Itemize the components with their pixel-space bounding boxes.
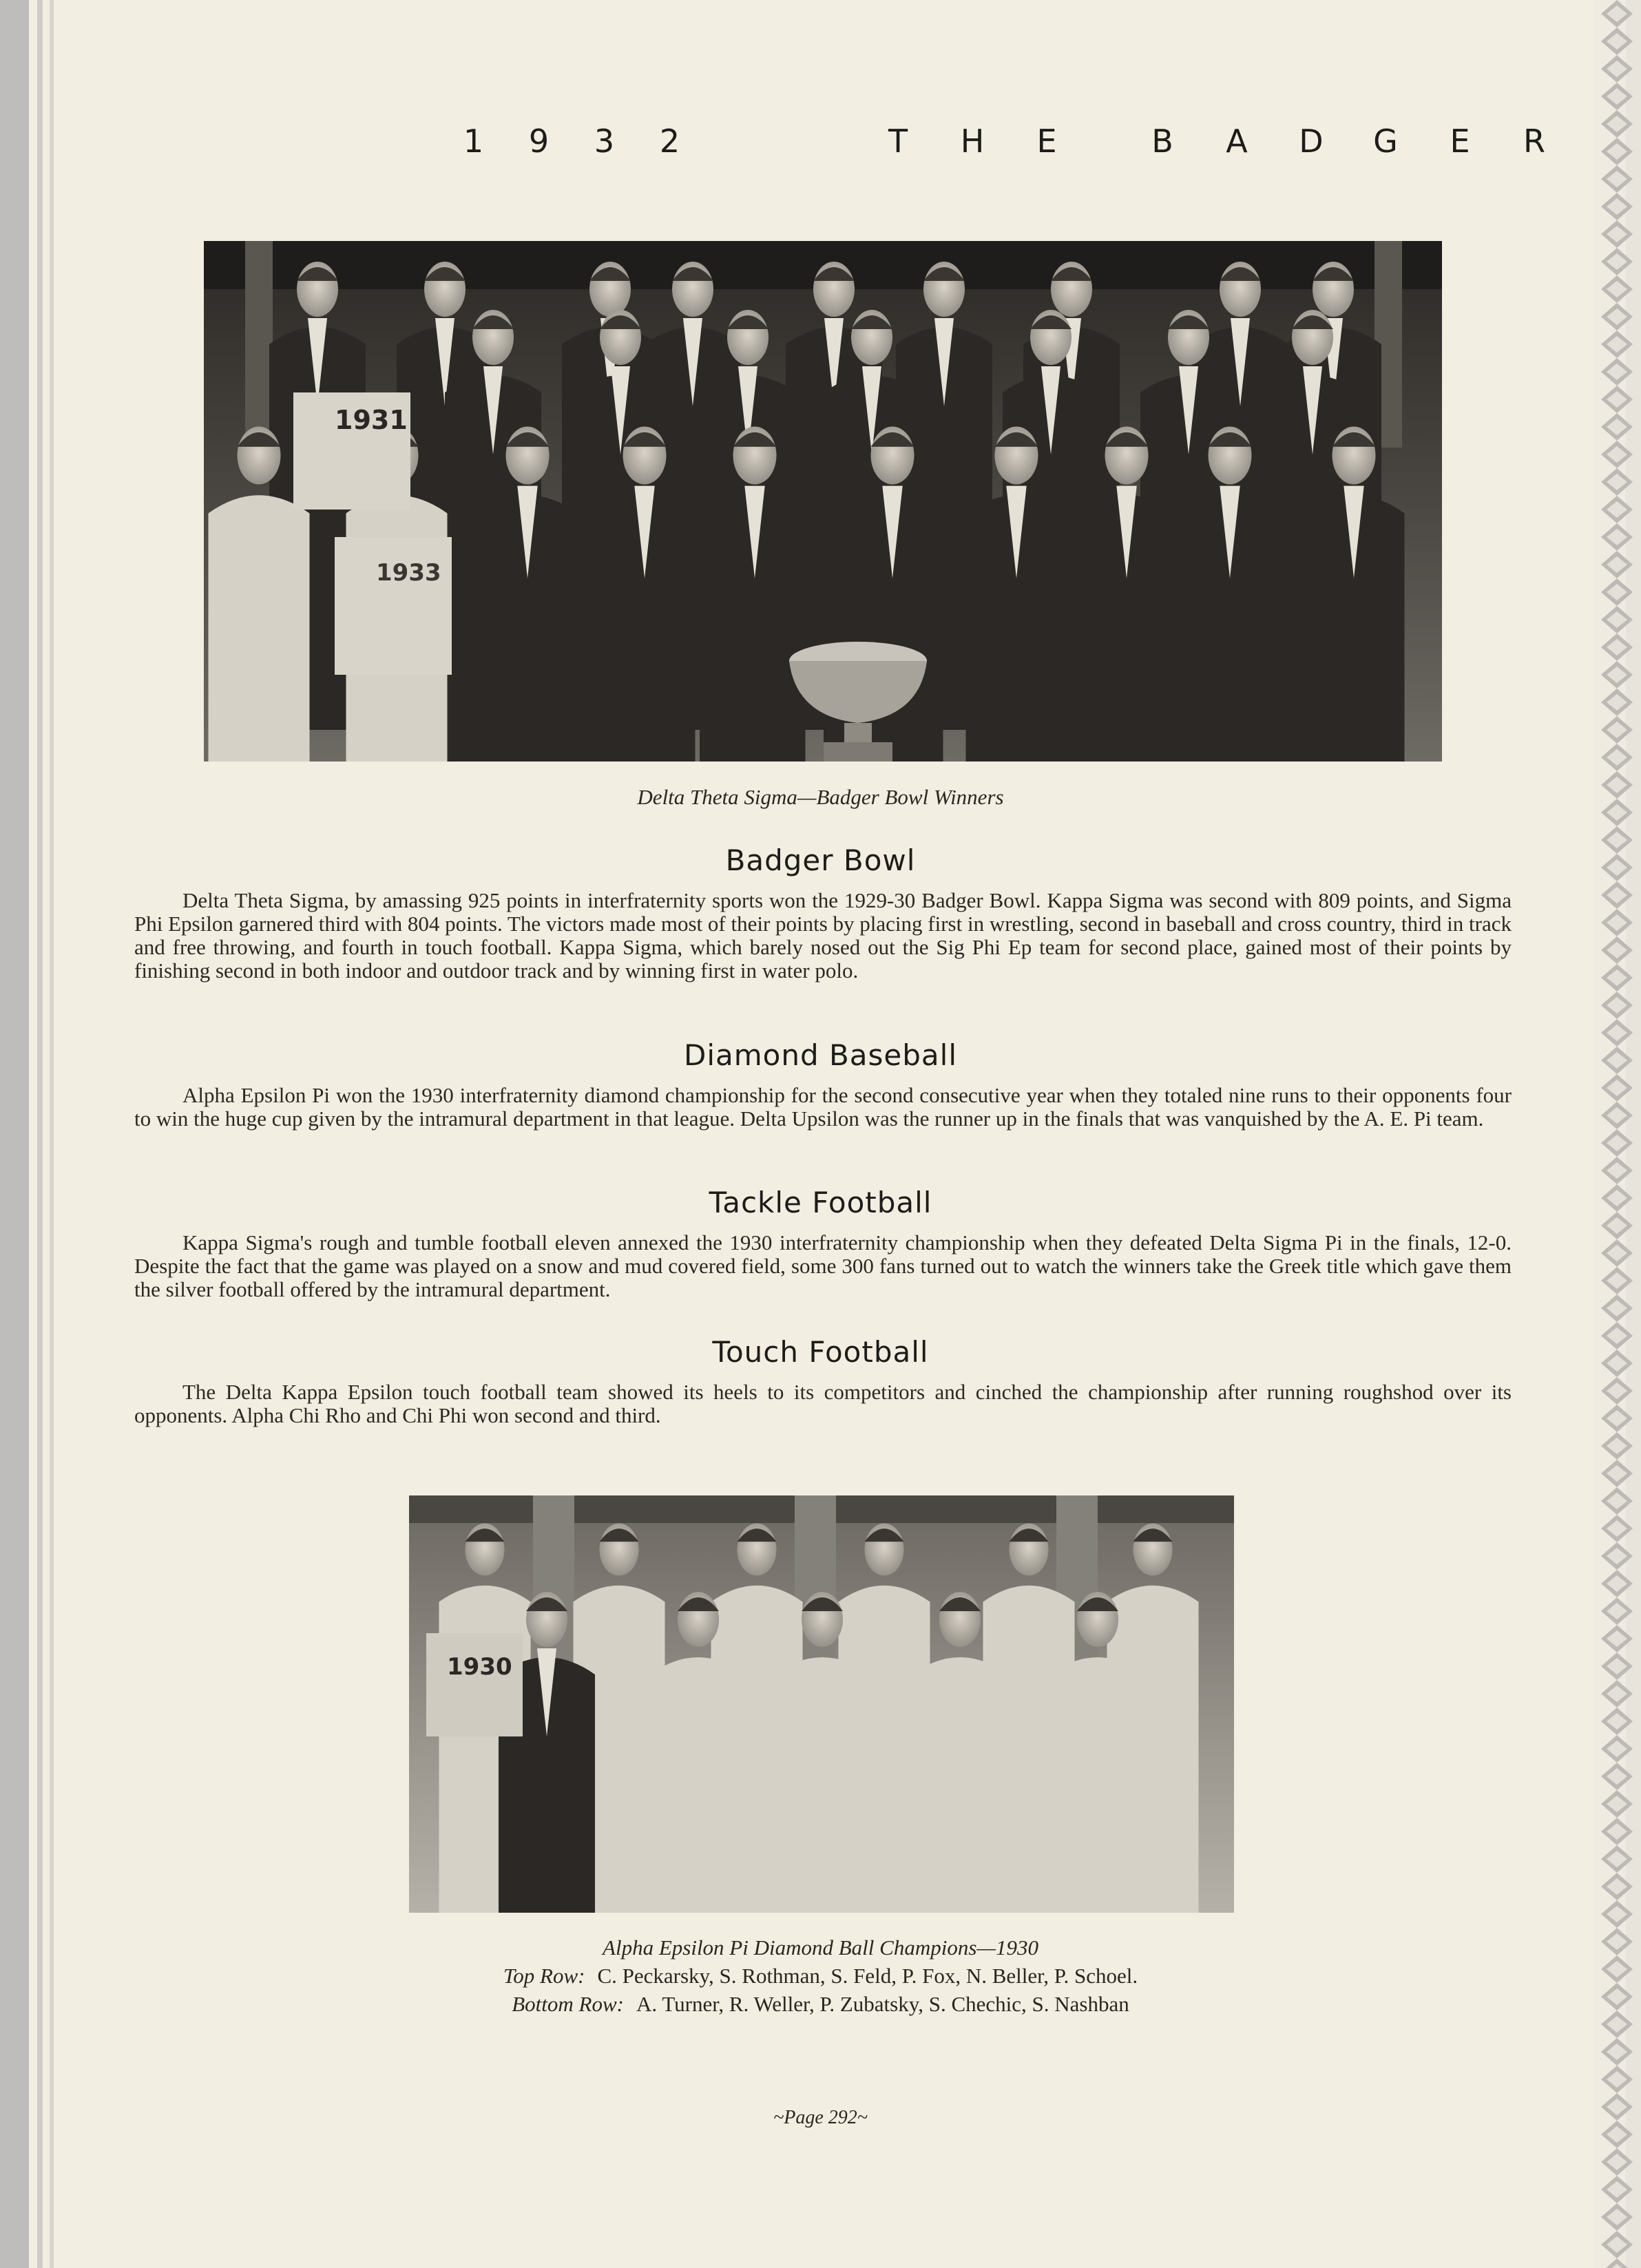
sweater-1931-text: 1931	[335, 405, 408, 435]
header-char: 3	[594, 123, 615, 160]
section-title-diamond-baseball: Diamond Baseball	[684, 1038, 957, 1072]
top-row-label: Top Row:	[503, 1964, 585, 1988]
section-body-badger-bowl: Delta Theta Sigma, by amassing 925 points in interfraternity sports won the 1929-30 Badger Bowl. Kappa Sigma was second with 809 points, and Sigma Phi Epsilon garnered third with 804 points. The victors made most of their points by placing first in wrestling, second in baseball and cross country, third in track and free throwing, and fourth in touch football. Kappa Sigma, which barely nosed out the Sig Phi Ep team for second place, gained most of their points by finishing second in both indoor and outdoor track and by winning first in water polo.	[134, 888, 1512, 983]
section-body-tackle-football: Kappa Sigma's rough and tumble football eleven annexed the 1930 interfraternity championship when they defeated Delta Sigma Pi in the finals, 12-0. Despite the fact that the game was played on a snow and mud covered field, some 300 fans turned out to watch the winners take the Greek title which gave them the silver football offered by the intramural department.	[134, 1230, 1512, 1301]
team-photo-alpha-epsilon-pi	[409, 1495, 1234, 1913]
top-row-value: C. Peckarsky, S. Rothman, S. Feld, P. Fox, N. Beller, P. Schoel.	[597, 1964, 1138, 1988]
header-char: 1	[463, 123, 484, 160]
border-stripe	[0, 0, 29, 2268]
sweater-1933-text: 1933	[376, 559, 441, 587]
header-title	[861, 123, 1571, 160]
header-year	[441, 123, 702, 160]
header-char: D	[1299, 123, 1324, 160]
section-title-badger-bowl: Badger Bowl	[725, 843, 916, 877]
sweater	[335, 537, 452, 675]
diamond-pattern	[1593, 0, 1641, 2268]
section-body-touch-football: The Delta Kappa Epsilon touch football team showed its heels to its competitors and cinched the championship after running roughshod over its opponents. Alpha Chi Rho and Chi Phi won second and third.	[134, 1380, 1512, 1427]
bottom-row-names	[0, 1990, 1641, 2018]
bottom-row-value: A. Turner, R. Weller, P. Zubatsky, S. Chechic, S. Nashban	[636, 1992, 1129, 2016]
sweater	[426, 1633, 523, 1736]
bottom-photo-caption: Alpha Epsilon Pi Diamond Ball Champions—1930	[603, 1935, 1038, 1960]
bottom-row-label: Bottom Row:	[512, 1992, 624, 2016]
header-char: H	[960, 123, 985, 160]
running-header	[0, 123, 1641, 164]
header-char: A	[1226, 123, 1248, 160]
section-body-diamond-baseball: Alpha Epsilon Pi won the 1930 interfraternity diamond championship for the second consecutive year when they totaled nine runs to their opponents four to win the huge cup given by the intramural department in that league. Delta Upsilon was the runner up in the finals that was vanquished by the A. E. Pi team.	[134, 1083, 1512, 1131]
top-row-names	[0, 1962, 1641, 1990]
header-char: B	[1151, 123, 1173, 160]
top-photo-caption: Delta Theta Sigma—Badger Bowl Winners	[637, 785, 1004, 809]
header-char: 9	[528, 123, 550, 160]
header-char: 2	[659, 123, 680, 160]
header-char: G	[1373, 123, 1398, 160]
right-diamond-border	[1593, 0, 1641, 2268]
page-number: ~Page 292~	[773, 2107, 868, 2128]
border-stripe	[37, 0, 43, 2268]
photo-illustration	[204, 241, 1442, 762]
photo-illustration	[409, 1495, 1234, 1913]
header-char: E	[1450, 123, 1470, 160]
header-char: T	[888, 123, 908, 160]
section-title-touch-football: Touch Football	[712, 1335, 929, 1369]
section-title-tackle-football: Tackle Football	[709, 1186, 932, 1219]
sweater-1930-text: 1930	[447, 1653, 512, 1681]
bottom-photo-credits	[0, 1933, 1641, 2018]
team-photo-delta-theta-sigma	[204, 241, 1442, 762]
header-char: R	[1523, 123, 1545, 160]
border-stripe	[50, 0, 54, 2268]
header-char: E	[1036, 123, 1057, 160]
left-page-border	[0, 0, 63, 2268]
